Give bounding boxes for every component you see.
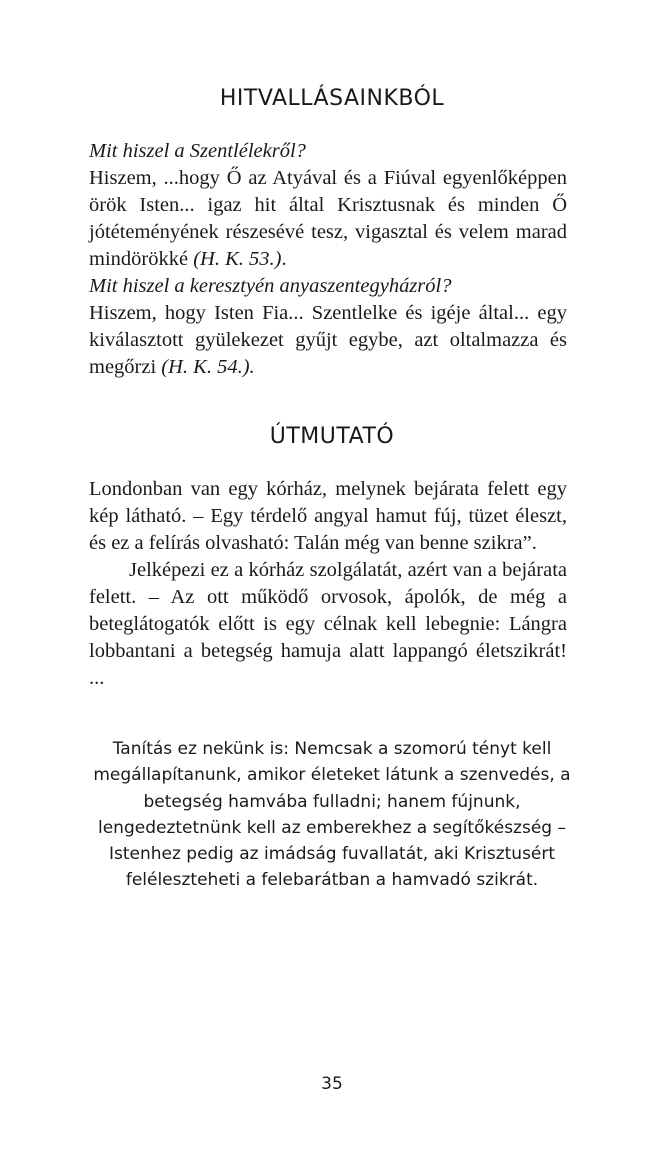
closing-teaching: Tanítás ez nekünk is: Nemcsak a szomorú tényt kell megállapítanunk, amikor életeket látunk a szenvedés, a betegség hamvába fulladni; hanem fújnunk, lengedeztetnünk kell az emberekhez a segítőkészség – Istenhez pedig az imádság fuvallatát, aki Krisztusért feléleszteheti a felebarátban a hamvadó szikrát.: [93, 739, 571, 891]
page-number: 35: [321, 1074, 343, 1094]
answer-church: [89, 300, 567, 381]
guide-paragraph-2: Jelképezi ez a kórház szolgálatát, azért van a bejárata felett. – Az ott működő orvosok, ápolók, de még a beteglátogatók előtt is egy célnak kell lebegnie: Lángra lobbantani a betegség hamuja alatt lappangó életszikrát! ...: [89, 559, 567, 689]
answer-holy-spirit: [89, 165, 567, 273]
guide-paragraph-1: Londonban van egy kórház, melynek bejárata felett egy kép látható. – Egy térdelő angyal hamut fúj, tüzet éleszt, és ez a felírás olvasható: Talán még van benne szikra”.: [89, 478, 567, 554]
section-heading-guide: ÚTMUTATÓ: [269, 424, 395, 449]
answer-holy-spirit-reference: (H. K. 53.): [193, 248, 282, 270]
answer-holy-spirit-end: .: [281, 248, 287, 270]
confessions-block: [89, 138, 567, 381]
answer-church-reference: (H. K. 54.).: [161, 356, 255, 378]
answer-holy-spirit-text: Hiszem, ...hogy Ő az Atyával és a Fiúval egyenlőképpen örök Isten... igaz hit által Krisztusnak és minden Ő jótéteményének részesévé tesz, vigasztal és velem marad mindörökké: [89, 167, 567, 270]
guide-block: [89, 476, 567, 692]
question-holy-spirit: Mit hiszel a Szentlélekről?: [89, 140, 306, 162]
question-church: Mit hiszel a keresztyén anyaszentegyházról?: [89, 275, 452, 297]
answer-church-text: Hiszem, hogy Isten Fia... Szentlelke és igéje által... egy kiválasztott gyülekezet gyűjt egybe, azt oltalmazza és megőrzi: [89, 302, 567, 378]
section-heading-confessions: HITVALLÁSAINKBÓL: [219, 86, 445, 111]
